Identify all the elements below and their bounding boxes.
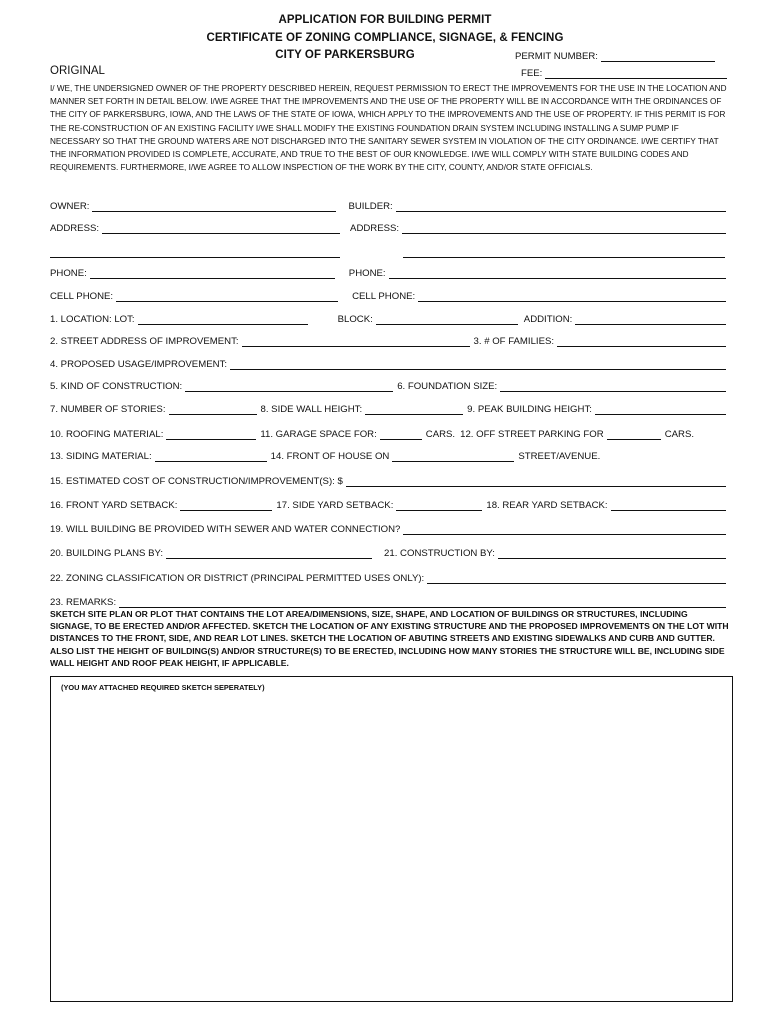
- owner-builder-row: [50, 198, 730, 212]
- garage-cars-label: CARS.: [425, 429, 456, 440]
- owner-address-field-2[interactable]: [50, 247, 340, 258]
- cost-label: 15. ESTIMATED COST OF CONSTRUCTION/IMPROVEMENT(S): $: [50, 476, 343, 487]
- parking-cars-label: CARS.: [664, 429, 695, 440]
- parking-label: 12. OFF STREET PARKING FOR: [460, 429, 604, 440]
- lot-label: 1. LOCATION: LOT:: [50, 314, 135, 325]
- block-label: BLOCK:: [337, 314, 373, 325]
- owner-phone-field[interactable]: [90, 268, 335, 279]
- families-field[interactable]: [557, 336, 726, 347]
- setback-row: [50, 497, 730, 511]
- street-address-row: [50, 333, 730, 347]
- stories-field[interactable]: [169, 404, 257, 415]
- form-subtitle: CERTIFICATE OF ZONING COMPLIANCE, SIGNAGE, & FENCING: [206, 32, 564, 44]
- builder-label: BUILDER:: [348, 201, 393, 212]
- owner-address-label: ADDRESS:: [50, 223, 100, 234]
- owner-field[interactable]: [92, 201, 336, 212]
- side-setback-label: 17. SIDE YARD SETBACK:: [276, 500, 394, 511]
- owner-address-line2: [50, 244, 340, 258]
- families-label: 3. # OF FAMILIES:: [473, 336, 555, 347]
- siding-front-row: [50, 448, 730, 462]
- side-wall-field[interactable]: [365, 404, 463, 415]
- builder-address-field[interactable]: [402, 223, 726, 234]
- foundation-size-label: 6. FOUNDATION SIZE:: [397, 381, 498, 392]
- sketch-area[interactable]: [50, 676, 733, 1002]
- copy-label: ORIGINAL: [50, 65, 105, 77]
- plans-by-label: 20. BUILDING PLANS BY:: [50, 548, 164, 559]
- construction-by-field[interactable]: [498, 548, 726, 559]
- front-house-field[interactable]: [392, 451, 514, 462]
- sketch-note: (YOU MAY ATTACHED REQUIRED SKETCH SEPERATELY): [61, 683, 265, 692]
- builder-address-label: ADDRESS:: [350, 223, 400, 234]
- construction-by-label: 21. CONSTRUCTION BY:: [384, 548, 495, 559]
- phone-row: [50, 265, 730, 279]
- sewer-field[interactable]: [403, 524, 726, 535]
- usage-field[interactable]: [230, 359, 726, 370]
- fee-row: [521, 65, 727, 79]
- garage-field[interactable]: [380, 429, 422, 440]
- front-setback-field[interactable]: [180, 500, 272, 511]
- usage-label: 4. PROPOSED USAGE/IMPROVEMENT:: [50, 359, 227, 370]
- builder-cell-field[interactable]: [418, 291, 726, 302]
- zoning-field[interactable]: [427, 573, 726, 584]
- city-name: CITY OF PARKERSBURG: [275, 49, 415, 61]
- fee-label: FEE:: [521, 68, 543, 79]
- foundation-size-field[interactable]: [500, 381, 726, 392]
- remarks-field[interactable]: [119, 597, 726, 608]
- stories-height-row: [50, 401, 730, 415]
- permit-number-field[interactable]: [601, 51, 715, 62]
- side-setback-field[interactable]: [396, 500, 482, 511]
- block-field[interactable]: [376, 314, 518, 325]
- form-title: APPLICATION FOR BUILDING PERMIT: [278, 14, 492, 26]
- kind-construction-label: 5. KIND OF CONSTRUCTION:: [50, 381, 183, 392]
- remarks-label: 23. REMARKS:: [50, 597, 117, 608]
- owner-label: OWNER:: [50, 201, 90, 212]
- kind-construction-field[interactable]: [185, 381, 393, 392]
- peak-height-field[interactable]: [595, 404, 726, 415]
- owner-address-field[interactable]: [102, 223, 340, 234]
- builder-phone-field[interactable]: [389, 268, 726, 279]
- stories-label: 7. NUMBER OF STORIES:: [50, 404, 166, 415]
- owner-phone-label: PHONE:: [50, 268, 87, 279]
- side-wall-label: 8. SIDE WALL HEIGHT:: [260, 404, 363, 415]
- builder-address-line2: [403, 244, 725, 258]
- cell-phone-row: [50, 288, 730, 302]
- fee-field[interactable]: [545, 68, 727, 79]
- address-row: [50, 220, 730, 234]
- addition-label: ADDITION:: [523, 314, 573, 325]
- plans-construction-row: [50, 545, 730, 559]
- cost-field[interactable]: [346, 476, 726, 487]
- owner-cell-field[interactable]: [116, 291, 338, 302]
- owner-cell-label: CELL PHONE:: [50, 291, 114, 302]
- rear-setback-field[interactable]: [611, 500, 726, 511]
- street-address-label: 2. STREET ADDRESS OF IMPROVEMENT:: [50, 336, 239, 347]
- sewer-row: [50, 521, 730, 535]
- builder-address-field-2[interactable]: [403, 247, 725, 258]
- lot-field[interactable]: [138, 314, 308, 325]
- roofing-garage-row: [50, 426, 730, 440]
- builder-field[interactable]: [396, 201, 726, 212]
- sewer-label: 19. WILL BUILDING BE PROVIDED WITH SEWER AND WATER CONNECTION?: [50, 524, 401, 535]
- front-setback-label: 16. FRONT YARD SETBACK:: [50, 500, 178, 511]
- roofing-field[interactable]: [166, 429, 256, 440]
- builder-cell-label: CELL PHONE:: [352, 291, 416, 302]
- cost-row: [50, 473, 730, 487]
- street-address-field[interactable]: [242, 336, 470, 347]
- construction-kind-row: [50, 378, 730, 392]
- applicant-statement: I/ WE, THE UNDERSIGNED OWNER OF THE PROPERTY DESCRIBED HEREIN, REQUEST PERMISSION TO ERECT THE IMPROVEMENTS FOR THE USE IN THE LOCATION AND MANNER SET FORTH IN DETAIL BELOW. I/WE AGREE THAT THE IMPROVEMENTS AND THE USE OF THE PROPERTY WILL BE IN ACCORDANCE WITH THE ORDINANCES OF THE CITY OF PARKERSBURG, IOWA, AND THE LAWS OF THE STATE OF IOWA, WHICH APPLY TO THE IMPROVEMENTS AND THE USE OF PROPERTY. IF THIS PERMIT IS FOR THE RE-CONSTRUCTION OF AN EXISTING FACILITY I/WE SHALL MODIFY THE EXISTING FOUNDATION DRAIN SYSTEM INCLUDING INSTALLING A SUMP PUMP IF NECESSARY SO THAT THE GROUND WATERS ARE NOT DISCHARGED INTO THE SANITARY SEWER SYSTEM IN VIOLATION OF THE CITY ORDINANCE. I/WE CERTIFY THAT THE INFORMATION PROVIDED IS COMPLETE, ACCURATE, AND TRUE TO THE BEST OF OUR KNOWLEDGE. I/WE WILL COMPLY WITH STATE BUILDING CODES AND REQUIREMENTS. FURTHERMORE, I/WE AGREE TO ALLOW INSPECTION OF THE WORK BY THE CITY, COUNTY, AND/OR STATE OFFICIALS.: [50, 84, 727, 173]
- siding-label: 13. SIDING MATERIAL:: [50, 451, 152, 462]
- siding-field[interactable]: [155, 451, 267, 462]
- addition-field[interactable]: [575, 314, 726, 325]
- garage-label: 11. GARAGE SPACE FOR:: [260, 429, 377, 440]
- plans-by-field[interactable]: [166, 548, 372, 559]
- parking-field[interactable]: [607, 429, 661, 440]
- sketch-instructions: SKETCH SITE PLAN OR PLOT THAT CONTAINS THE LOT AREA/DIMENSIONS, SIZE, SHAPE, AND LOCATION OF BUILDINGS OR STRUCTURES, INCLUDING SIGNAGE, TO BE ERECTED AND/OR AFFECTED. SKETCH THE LOCATION OF ANY EXISTING STRUCTURE AND THE PROPOSED IMPROVEMENTS ON THE LOT WITH DISTANCES TO THE FRONT, SIDE, AND REAR LOT LINES. SKETCH THE LOCATION OF ABUTING STREETS AND EXISTING SIDEWALKS AND CURB AND GUTTER. ALSO LIST THE HEIGHT OF BUILDING(S) AND/OR STRUCTURE(S) TO BE ERECTED, INCLUDING HOW MANY STORIES THE STRUCTURE WILL BE, INCLUDING SIDE WALL HEIGHT AND ROOF PEAK HEIGHT, IF APPLICABLE.: [50, 609, 729, 668]
- builder-phone-label: PHONE:: [348, 268, 386, 279]
- peak-height-label: 9. PEAK BUILDING HEIGHT:: [467, 404, 592, 415]
- remarks-row: [50, 594, 730, 608]
- zoning-row: [50, 570, 730, 584]
- zoning-label: 22. ZONING CLASSIFICATION OR DISTRICT (PRINCIPAL PERMITTED USES ONLY):: [50, 573, 425, 584]
- usage-row: [50, 356, 730, 370]
- rear-setback-label: 18. REAR YARD SETBACK:: [486, 500, 608, 511]
- permit-number-label: PERMIT NUMBER:: [515, 51, 598, 62]
- front-house-label: 14. FRONT OF HOUSE ON: [270, 451, 390, 462]
- location-row: [50, 311, 730, 325]
- permit-number-row: [515, 48, 715, 62]
- street-avenue-label: STREET/AVENUE.: [518, 451, 601, 462]
- roofing-label: 10. ROOFING MATERIAL:: [50, 429, 164, 440]
